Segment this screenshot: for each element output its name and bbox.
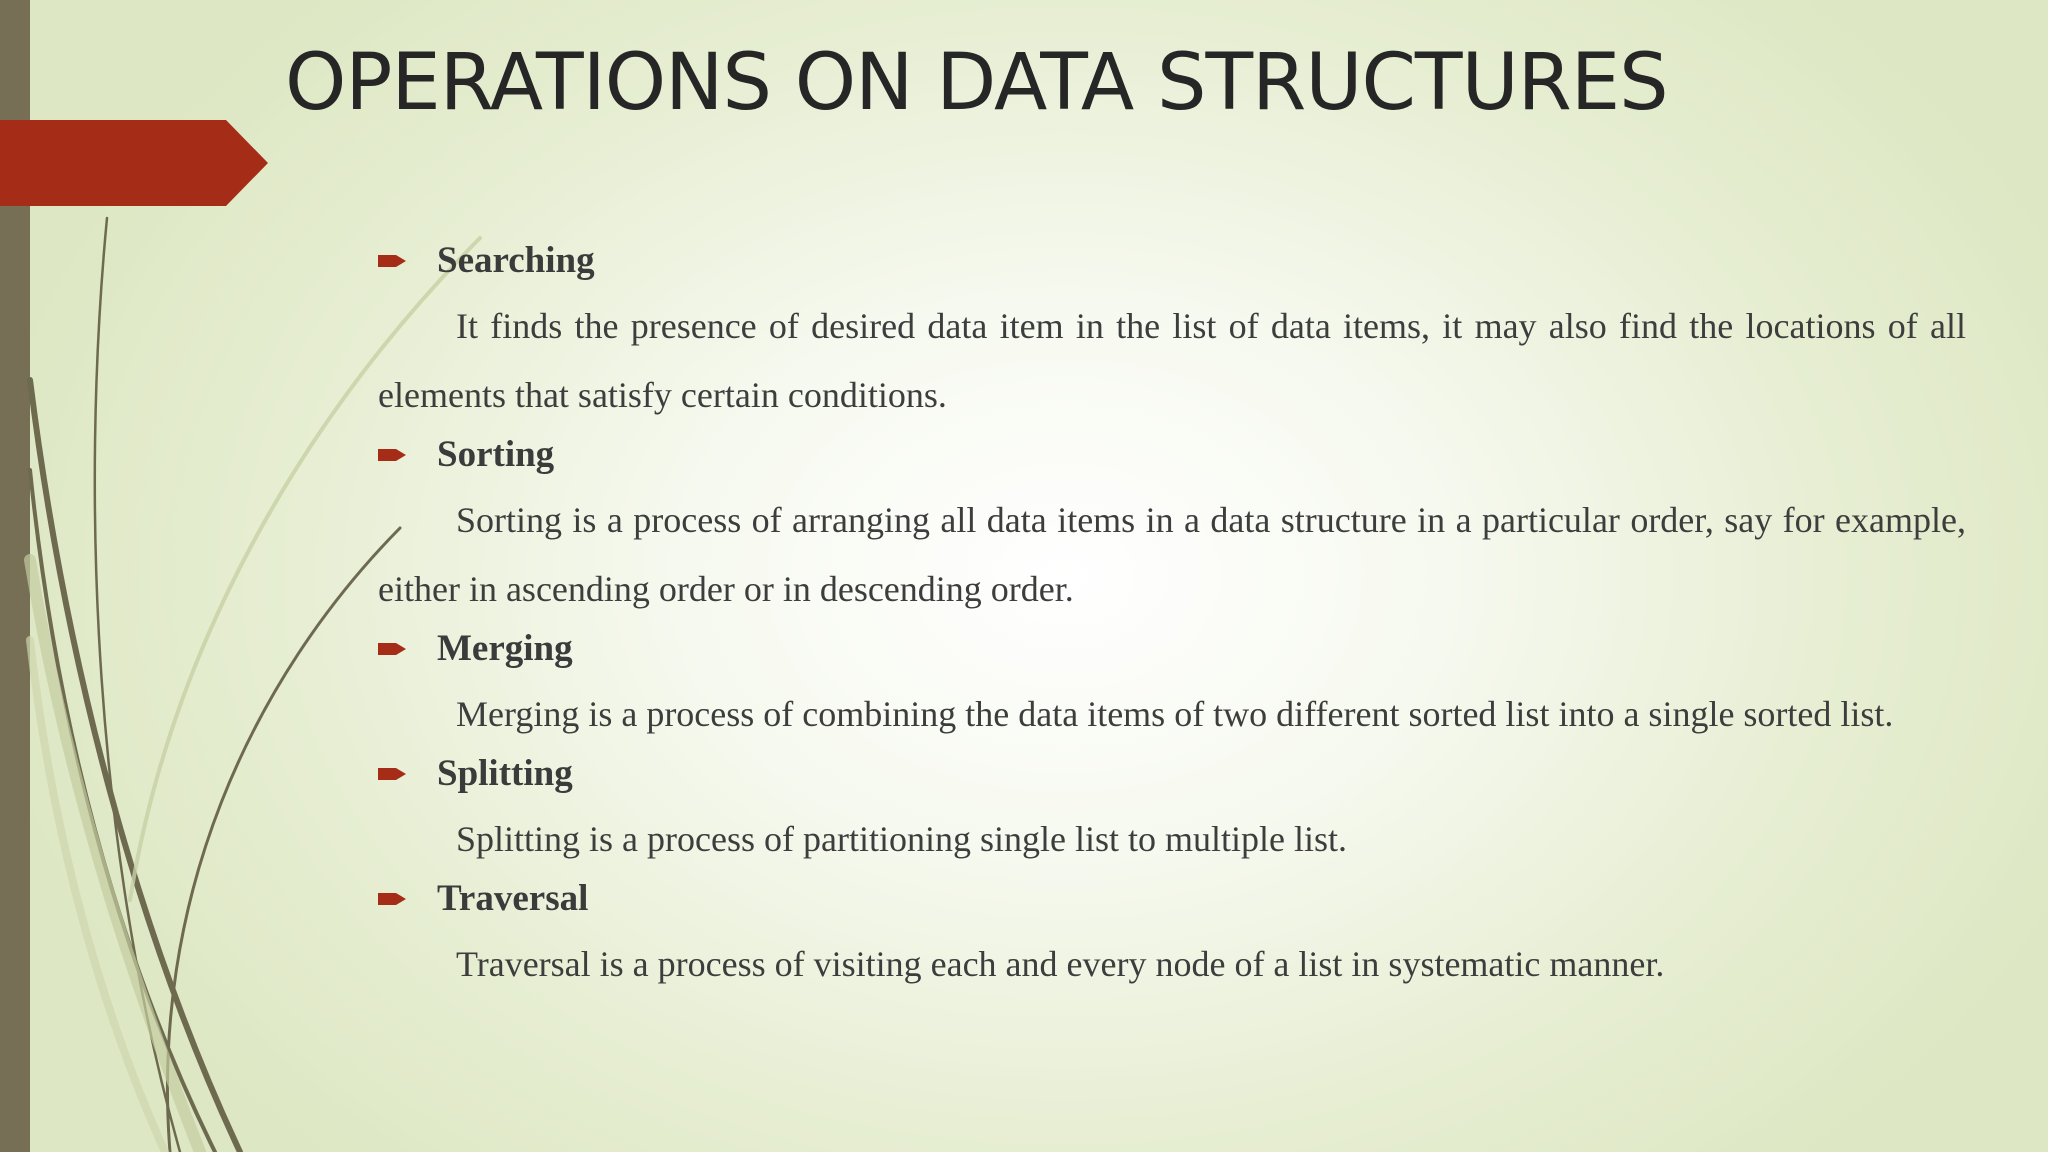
slide-title: OPERATIONS ON DATA STRUCTURES bbox=[285, 38, 1668, 128]
operation-name: Splitting bbox=[437, 753, 573, 794]
arrow-bullet-icon bbox=[378, 251, 408, 271]
operation-splitting bbox=[378, 749, 1966, 874]
operation-sorting bbox=[378, 430, 1966, 624]
operation-description: Merging is a process of combining the data items of two different sorted list into a single sorted list. bbox=[456, 694, 1894, 734]
operation-description: It finds the presence of desired data item in the list of data items, it may also find the locations of all elements that satisfy certain conditions. bbox=[378, 306, 1966, 415]
operation-heading bbox=[378, 749, 1966, 799]
arrow-bullet-icon bbox=[378, 764, 408, 784]
operation-name: Traversal bbox=[437, 878, 589, 919]
operation-merging bbox=[378, 624, 1966, 749]
operation-name: Sorting bbox=[437, 434, 555, 475]
operation-traversal bbox=[378, 874, 1966, 999]
operation-heading bbox=[378, 874, 1966, 924]
title-arrow-tab bbox=[0, 120, 270, 206]
operation-heading bbox=[378, 624, 1966, 674]
operation-heading bbox=[378, 430, 1966, 480]
operation-name: Merging bbox=[437, 628, 573, 669]
arrow-bullet-icon bbox=[378, 889, 408, 909]
operation-description: Sorting is a process of arranging all data items in a data structure in a particular order, say for example, either in ascending order or in descending order. bbox=[378, 500, 1966, 609]
operation-heading bbox=[378, 236, 1966, 286]
operation-description: Splitting is a process of partitioning single list to multiple list. bbox=[456, 819, 1347, 859]
operation-name: Searching bbox=[437, 240, 595, 281]
arrow-bullet-icon bbox=[378, 639, 408, 659]
arrow-bullet-icon bbox=[378, 445, 408, 465]
operation-description: Traversal is a process of visiting each and every node of a list in systematic manner. bbox=[456, 944, 1665, 984]
operation-searching bbox=[378, 236, 1966, 430]
operations-list bbox=[378, 236, 1966, 999]
